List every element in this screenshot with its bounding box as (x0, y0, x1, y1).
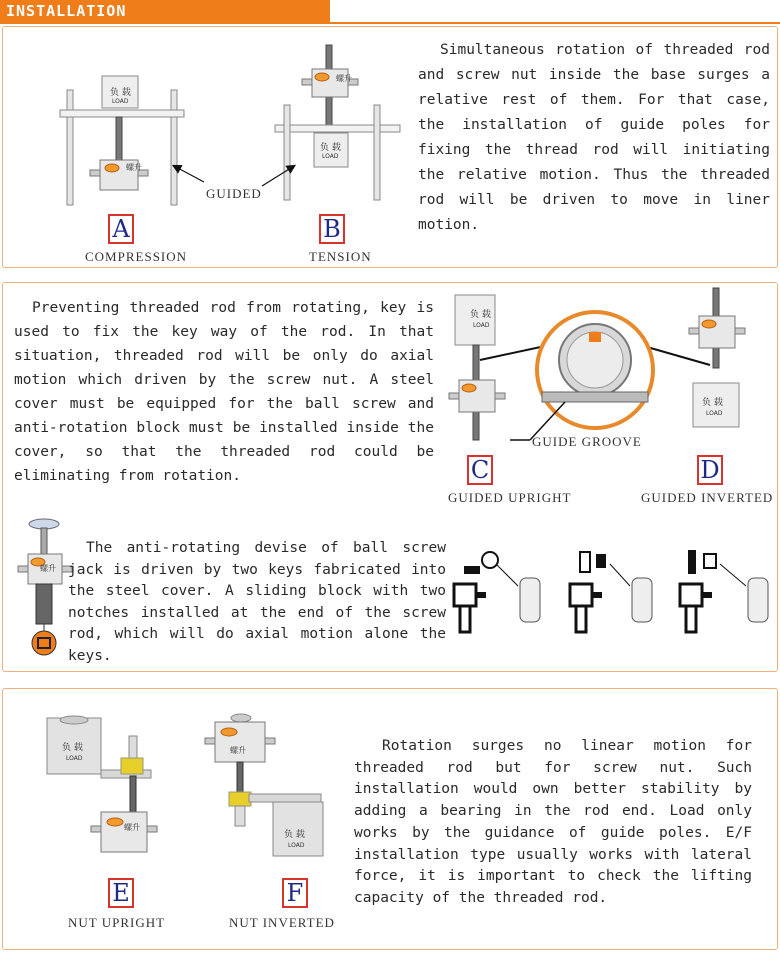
figure-d-load-cn: 负 载 (702, 398, 723, 408)
figure-d-caption: GUIDED INVERTED (641, 490, 774, 505)
figure-f-load-cn: 负 载 (284, 830, 305, 840)
figure-f-load-en: LOAD (288, 842, 305, 849)
figure-f-letter: F (282, 878, 308, 908)
keyway-step-3 (680, 550, 768, 632)
figure-a-load-cn: 负 载 (110, 88, 131, 98)
figure-d-load-en: LOAD (706, 410, 723, 417)
keyway-step-1 (454, 552, 540, 632)
figure-a-letter: A (108, 214, 134, 244)
guide-groove-detail (470, 330, 690, 450)
figure-c-caption: GUIDED UPRIGHT (448, 490, 572, 505)
guided-label: GUIDED (206, 186, 262, 201)
figure-b-load-cn: 负 载 (320, 143, 341, 153)
page-title: INSTALLATION (6, 2, 127, 20)
figure-e-letter: E (108, 878, 134, 908)
figure-b-letter: B (319, 214, 345, 244)
figure-b-load-en: LOAD (322, 153, 339, 160)
keyway-step-2 (570, 552, 652, 632)
figure-d-letter: D (697, 455, 723, 485)
anti-rotating-jack-cn: 螺升 (40, 564, 56, 573)
figure-e-jack-cn: 螺升 (124, 823, 140, 832)
figure-b-caption: TENSION (309, 249, 372, 264)
section1-paragraph: Simultaneous rotation of threaded rod and screw nut inside the base surges a relative rest of them. For that case, the installation of guide poles for fixing the thread rod will initiating the relative motion. Thus the threaded rod will be driven to move in liner motion. (418, 42, 770, 233)
figure-a-jack-cn: 螺升 (126, 163, 142, 172)
header-rule (0, 22, 780, 24)
figure-c-load-en: LOAD (473, 322, 490, 329)
section3-paragraph: Rotation surges no linear motion for threaded rod but for screw nut. Such installation would own better stability by adding a bearing in the rod end. Load only works by the guidance of guide poles. E/F installation type usually works with lateral force, it is important to check the lifting capacity of the threaded rod. (354, 738, 752, 906)
figure-f-caption: NUT INVERTED (229, 915, 335, 930)
figure-a-caption: COMPRESSION (85, 249, 188, 264)
figure-c-letter: C (467, 455, 493, 485)
figure-e-load-cn: 负 载 (62, 743, 83, 753)
figure-e-caption: NUT UPRIGHT (68, 915, 166, 930)
figure-e-load-en: LOAD (66, 755, 83, 762)
section2-paragraph: Preventing threaded rod from rotating, key is used to fix the key way of the rod. In that situation, threaded rod will be only do axial motion which driven by the screw nut. A steel cover must be equipped for the ball screw and anti-rotation block must be installed inside the cover, so that the threaded rod could be eliminating from rotation. (14, 300, 434, 484)
figure-b-jack-cn: 螺升 (336, 74, 352, 83)
figure-a-load-en: LOAD (112, 98, 129, 105)
anti-rotating-jack-diagram (14, 518, 74, 668)
figure-f-jack-cn: 螺升 (230, 746, 246, 755)
figure-d-guided-inverted-diagram (685, 288, 765, 438)
figure-e-nut-upright-diagram (45, 712, 165, 862)
figure-c-load-cn: 负 载 (470, 310, 491, 320)
keyway-steps-diagram (450, 548, 775, 638)
guide-groove-label: GUIDE GROOVE (532, 434, 642, 449)
section2-paragraph2: The anti-rotating devise of ball screw jack is driven by two keys fabricated into the steel cover. A sliding block with two notches installed at the end of the screw rod, which will do axial motion alone the keys. (68, 540, 446, 664)
figure-f-nut-inverted-diagram (205, 712, 335, 862)
